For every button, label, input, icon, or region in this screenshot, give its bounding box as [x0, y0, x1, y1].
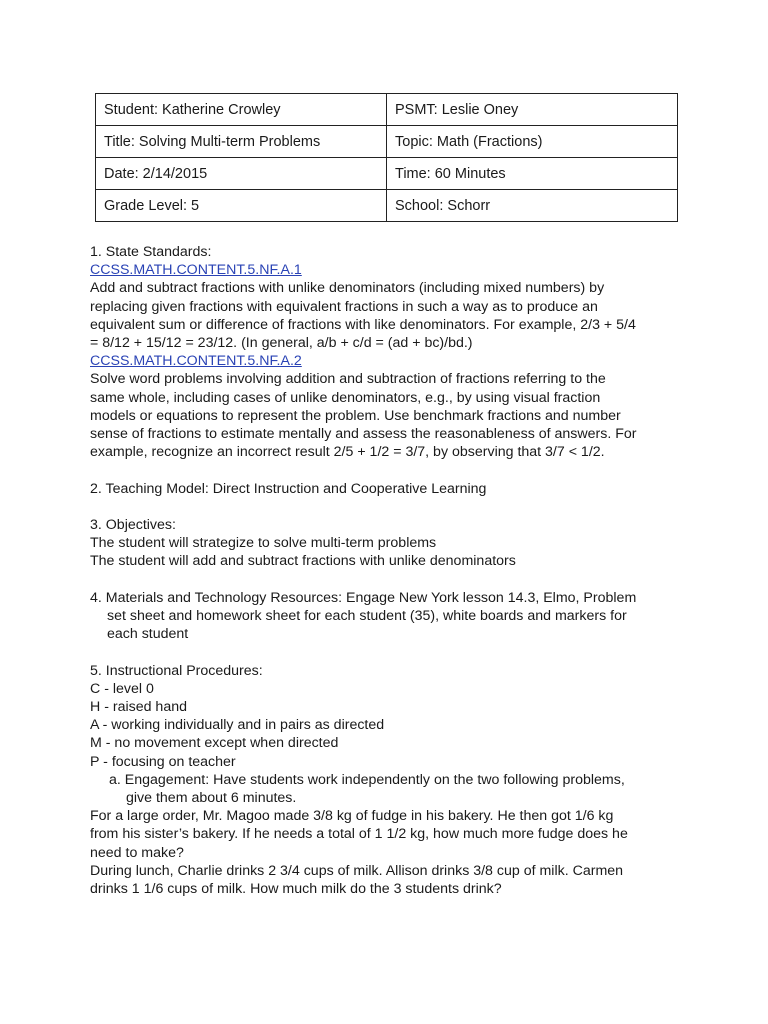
objective-item: The student will add and subtract fractions with unlike denominators — [90, 553, 516, 570]
problem-line: During lunch, Charlie drinks 2 3/4 cups of milk. Allison drinks 3/8 cup of milk. Carmen — [90, 862, 624, 879]
problem-line: For a large order, Mr. Magoo made 3/8 kg of fudge in his bakery. He then got 1/6 kg — [90, 808, 614, 825]
time-cell: Time: 60 Minutes — [387, 158, 678, 190]
procedures-heading: 5. Instructional Procedures: — [90, 662, 263, 679]
psmt-cell: PSMT: Leslie Oney — [387, 94, 678, 126]
champs-item: M - no movement except when directed — [90, 735, 339, 752]
problem-line: drinks 1 1/6 cups of milk. How much milk do the 3 students drink? — [90, 881, 502, 898]
standard-text-line: equivalent sum or difference of fractions with like denominators. For example, 2/3 + 5/4 — [90, 316, 636, 333]
engagement-line: a. Engagement: Have students work independently on the two following problems, — [109, 771, 625, 788]
problem-line: from his sister’s bakery. If he needs a total of 1 1/2 kg, how much more fudge does he — [90, 826, 628, 843]
standard-text-line: same whole, including cases of unlike denominators, e.g., by using visual fraction — [90, 389, 601, 406]
materials-line: each student — [107, 626, 189, 643]
objectives-heading: 3. Objectives: — [90, 517, 176, 534]
school-cell: School: Schorr — [387, 190, 678, 222]
materials-line: set sheet and homework sheet for each student (35), white boards and markers for — [107, 608, 627, 625]
lesson-info-table — [95, 93, 678, 222]
champs-item: P - focusing on teacher — [90, 753, 236, 770]
champs-item: H - raised hand — [90, 699, 187, 716]
objective-item: The student will strategize to solve multi-term problems — [90, 535, 437, 552]
champs-item: A - working individually and in pairs as directed — [90, 717, 385, 734]
standard-text-line: Add and subtract fractions with unlike denominators (including mixed numbers) by — [90, 280, 605, 297]
standard-text-line: models or equations to represent the problem. Use benchmark fractions and number — [90, 407, 621, 424]
title-cell: Title: Solving Multi-term Problems — [96, 126, 387, 158]
state-standards-heading: 1. State Standards: — [90, 244, 212, 260]
standard-text-line: = 8/12 + 15/12 = 23/12. (In general, a/b + c/d = (ad + bc)/bd.) — [90, 335, 473, 352]
standard-text-line: replacing given fractions with equivalent fractions in such a way as to produce an — [90, 298, 598, 315]
student-cell: Student: Katherine Crowley — [96, 94, 387, 126]
materials-line: 4. Materials and Technology Resources: Engage New York lesson 14.3, Elmo, Problem — [90, 589, 637, 606]
problem-line: need to make? — [90, 844, 184, 861]
lesson-plan-body — [90, 243, 690, 898]
grade-level-cell: Grade Level: 5 — [96, 190, 387, 222]
standard-text-line: sense of fractions to estimate mentally and assess the reasonableness of answers. For — [90, 426, 637, 443]
standard-link-nf-a1[interactable]: CCSS.MATH.CONTENT.5.NF.A.1 — [90, 262, 302, 279]
table-row — [96, 158, 678, 190]
topic-cell: Topic: Math (Fractions) — [387, 126, 678, 158]
standard-text-line: Solve word problems involving addition and subtraction of fractions referring to the — [90, 371, 606, 388]
table-row — [96, 94, 678, 126]
teaching-model: 2. Teaching Model: Direct Instruction and Cooperative Learning — [90, 480, 487, 497]
champs-item: C - level 0 — [90, 680, 154, 697]
standard-text-line: example, recognize an incorrect result 2/5 + 1/2 = 3/7, by observing that 3/7 < 1/2. — [90, 444, 605, 461]
date-cell: Date: 2/14/2015 — [96, 158, 387, 190]
table-row — [96, 190, 678, 222]
table-row — [96, 126, 678, 158]
engagement-line: give them about 6 minutes. — [126, 790, 297, 807]
standard-link-nf-a2[interactable]: CCSS.MATH.CONTENT.5.NF.A.2 — [90, 353, 302, 370]
